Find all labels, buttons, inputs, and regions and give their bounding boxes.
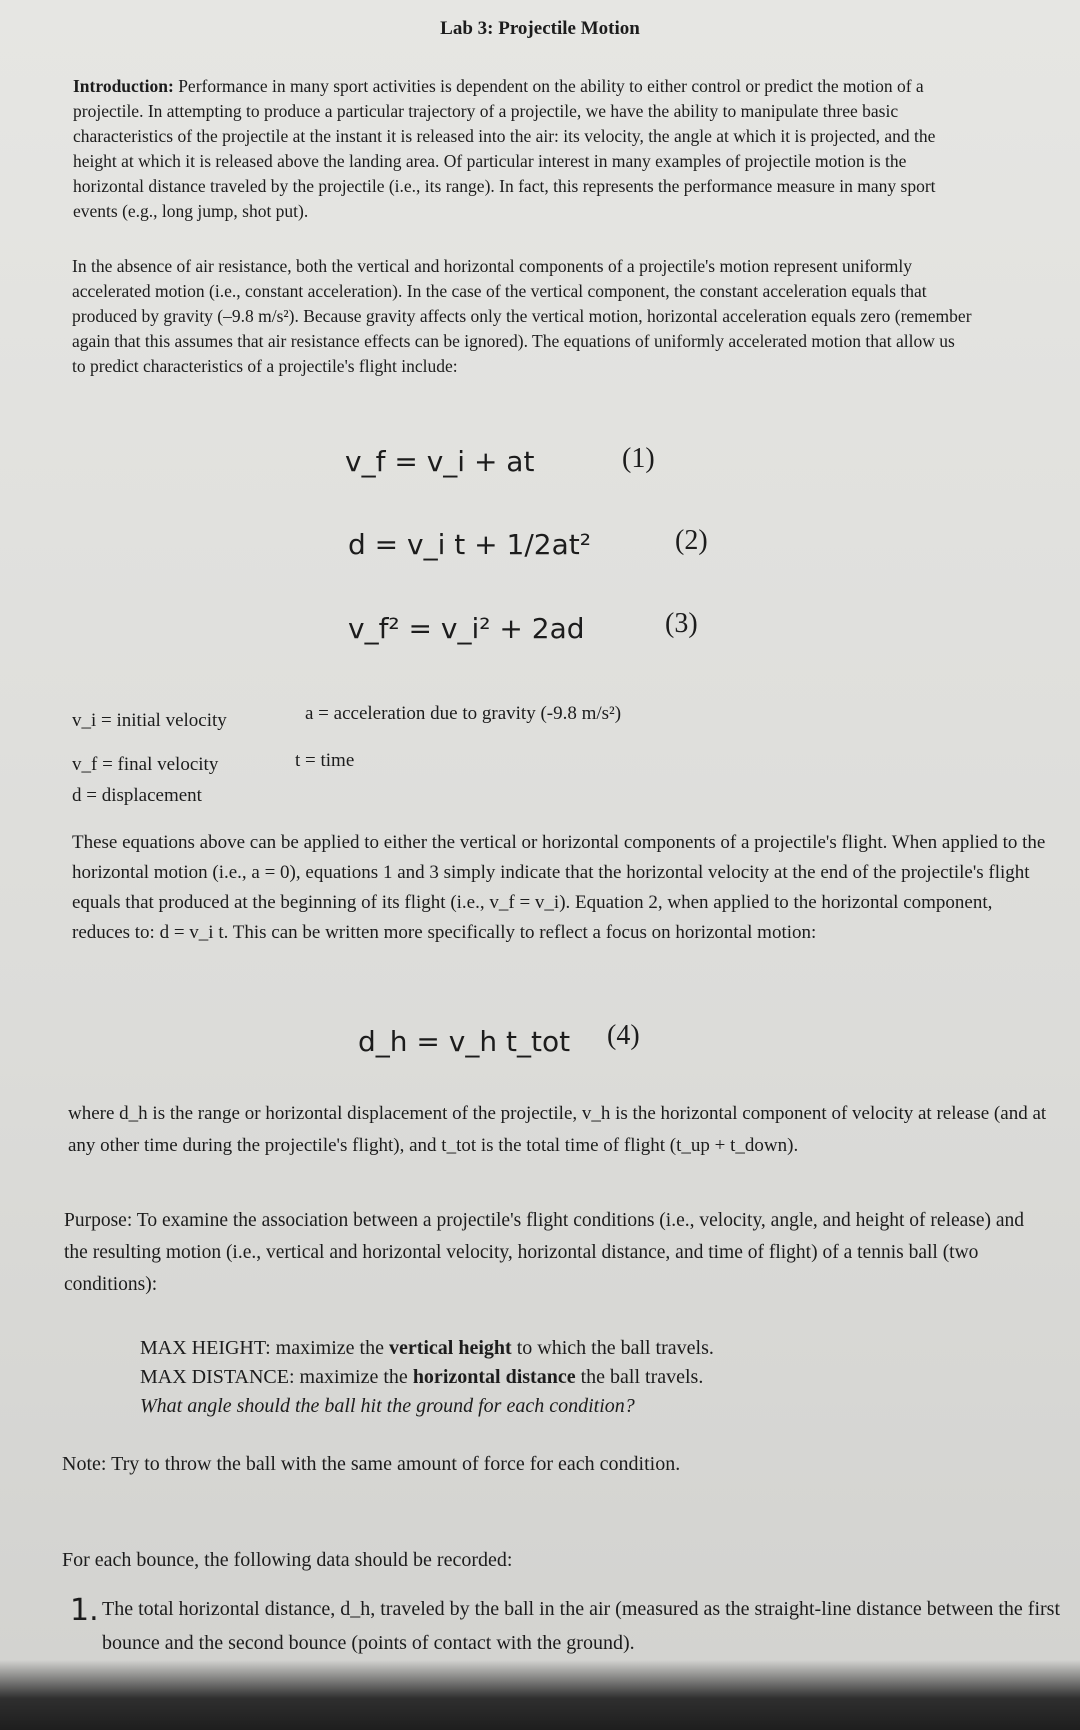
where-paragraph: where d_h is the range or horizontal displacement of the projectile, v_h is the horizontal component of velocity at release (and at any other time during the projectile's flight), and t_tot is the total time of flight (t_up + t_down). — [68, 1103, 1047, 1156]
condition-question: What angle should the ball hit the ground for each condition? — [140, 1395, 635, 1417]
list-item-text: The total horizontal distance, d_h, traveled by the ball in the air (measured as the straight-line distance between the first bounce and the second bounce (points of contact with the ground). — [102, 1598, 1060, 1654]
purpose-paragraph: Purpose: To examine the association between a projectile's flight conditions (i.e., velocity, angle, and height of release) and the resulting motion (i.e., vertical and horizontal velocity, horizontal distance, and time of flight) of a tennis ball (two conditions): — [64, 1210, 1025, 1295]
equation-4: d_h = v_h t_tot — [358, 1025, 571, 1058]
resistance-paragraph: In the absence of air resistance, both the vertical and horizontal components of a projectile's motion represent uniformly accelerated motion (i.e., constant acceleration). In the case of the vertical component, the constant acceleration equals that produced by gravity (–9.8 m/s²). Because gravity affects only the vertical motion, horizontal acceleration equals zero (remember again that this assumes that air resistance effects can be ignored). The equations of uniformly accelerated motion that allow us to predict characteristics of a projectile's flight include: — [72, 256, 972, 376]
equation-2: d = v_i t + 1/2at² — [348, 528, 591, 561]
conditions-block — [140, 1334, 1040, 1421]
equation-3-number: (3) — [665, 608, 698, 639]
equation-1-number: (1) — [622, 443, 655, 474]
def-acceleration: a = acceleration due to gravity (-9.8 m/s²) — [305, 703, 622, 724]
photo-edge-shadow — [0, 1660, 1080, 1730]
horizontal-paragraph: These equations above can be applied to either the vertical or horizontal components of a projectile's flight. When applied to the horizontal motion (i.e., a = 0), equations 1 and 3 simply indicate that the horizontal velocity at the end of the projectile's flight equals that produced at the beginning of its flight (i.e., v_f = v_i). Equation 2, when applied to the horizontal component, reduces to: d = v_i t. This can be written more specifically to reflect a focus on horizontal motion: — [72, 832, 1046, 943]
page-title: Lab 3: Projectile Motion — [440, 18, 640, 39]
intro-label: Introduction: — [73, 76, 174, 96]
equation-4-number: (4) — [607, 1020, 640, 1051]
equation-3: v_f² = v_i² + 2ad — [348, 612, 585, 645]
for-each-bounce-line: For each bounce, the following data should be recorded: — [62, 1549, 513, 1571]
condition-max-distance: MAX DISTANCE: maximize the horizontal distance the ball travels. — [140, 1366, 704, 1388]
condition-max-height: MAX HEIGHT: maximize the vertical height to which the ball travels. — [140, 1337, 714, 1359]
intro-paragraph — [73, 74, 968, 224]
equation-2-number: (2) — [675, 525, 708, 556]
note-paragraph: Note: Try to throw the ball with the same amount of force for each condition. — [62, 1453, 681, 1475]
def-displacement: d = displacement — [72, 785, 202, 806]
def-time: t = time — [295, 750, 355, 771]
def-final-velocity: v_f = final velocity — [72, 754, 219, 775]
equation-1: v_f = v_i + at — [345, 445, 535, 478]
list-item-number: 1. — [70, 1593, 99, 1628]
intro-text: Performance in many sport activities is dependent on the ability to either control or predict the motion of a projectile. In attempting to produce a particular trajectory of a projectile, we have the ability to manipulate three basic characteristics of the projectile at the instant it is released into the air: its velocity, the angle at which it is projected, and the height at which it is released above the landing area. Of particular interest in many examples of projectile motion is the horizontal distance traveled by the projectile (i.e., its range). In fact, this represents the performance measure in many sport events (e.g., long jump, shot put). — [73, 76, 936, 221]
def-initial-velocity: v_i = initial velocity — [72, 710, 227, 731]
